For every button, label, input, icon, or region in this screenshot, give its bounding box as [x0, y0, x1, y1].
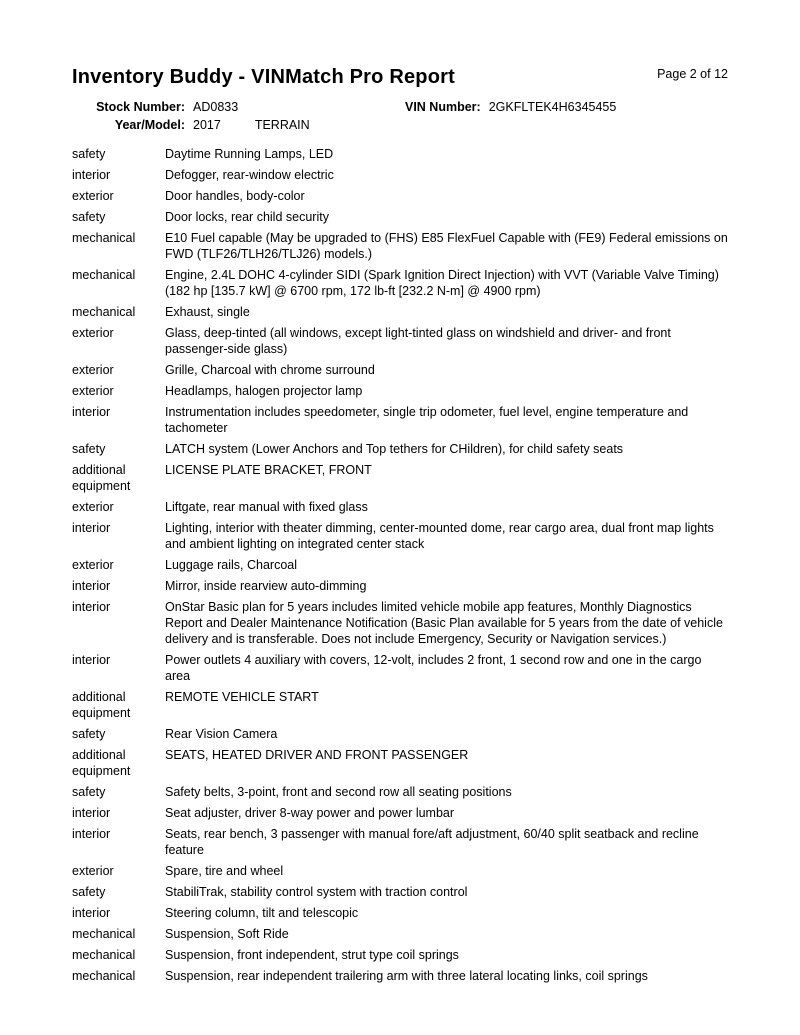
vin-number-label: VIN Number:	[405, 100, 481, 114]
feature-row	[72, 362, 728, 378]
feature-description: Suspension, rear independent trailering arm with three lateral locating links, coil springs	[165, 969, 648, 983]
meta-row-year-model	[72, 116, 728, 134]
feature-description: Glass, deep-tinted (all windows, except light-tinted glass on windshield and driver- and front passenger-side glass)	[165, 326, 671, 356]
feature-description: Power outlets 4 auxiliary with covers, 12-volt, includes 2 front, 1 second row and one in the cargo area	[165, 653, 702, 683]
feature-category: interior	[72, 405, 111, 419]
year-model-label: Year/Model:	[114, 118, 185, 132]
feature-description: LICENSE PLATE BRACKET, FRONT	[165, 463, 372, 477]
report-header	[72, 66, 728, 89]
feature-description: Exhaust, single	[165, 305, 250, 319]
feature-category: interior	[72, 653, 111, 667]
feature-row	[72, 805, 728, 821]
stock-number-value: AD0833	[193, 100, 239, 114]
feature-description: Instrumentation includes speedometer, single trip odometer, fuel level, engine temperature and tachometer	[165, 405, 689, 435]
feature-description: Rear Vision Camera	[165, 727, 278, 741]
meta-row-stock	[72, 98, 728, 116]
feature-row	[72, 209, 728, 225]
stock-number-label: Stock Number:	[96, 100, 185, 114]
feature-row	[72, 441, 728, 457]
feature-category: additional equipment	[72, 690, 131, 720]
feature-row	[72, 520, 728, 552]
feature-row	[72, 726, 728, 742]
feature-row	[72, 784, 728, 800]
feature-description: Luggage rails, Charcoal	[165, 558, 298, 572]
feature-row	[72, 230, 728, 262]
feature-category: mechanical	[72, 948, 136, 962]
feature-row	[72, 188, 728, 204]
feature-row	[72, 325, 728, 357]
feature-description: Defogger, rear-window electric	[165, 168, 334, 182]
feature-row	[72, 499, 728, 515]
feature-description: OnStar Basic plan for 5 years includes limited vehicle mobile app features, Monthly Diagnostics Report and Dealer Maintenance Notification (Basic Plan available for 5 years from the date of vehicle delivery and is transferable. Does not include Emergency, Security or Navigation services.)	[165, 600, 723, 646]
feature-description: E10 Fuel capable (May be upgraded to (FHS) E85 FlexFuel Capable with (FE9) Federal emissions on FWD (TLF26/TLH26/TLJ26) models.)	[165, 231, 728, 261]
feature-row	[72, 863, 728, 879]
feature-description: Suspension, Soft Ride	[165, 927, 289, 941]
feature-category: safety	[72, 210, 106, 224]
feature-description: Safety belts, 3-point, front and second row all seating positions	[165, 785, 512, 799]
feature-row	[72, 304, 728, 320]
year-value: 2017	[193, 118, 221, 132]
feature-category: safety	[72, 785, 106, 799]
feature-description: Seats, rear bench, 3 passenger with manual fore/aft adjustment, 60/40 split seatback and recline feature	[165, 827, 699, 857]
feature-description: Headlamps, halogen projector lamp	[165, 384, 363, 398]
feature-description: LATCH system (Lower Anchors and Top tethers for CHildren), for child safety seats	[165, 442, 624, 456]
feature-description: Liftgate, rear manual with fixed glass	[165, 500, 368, 514]
page-title: Inventory Buddy - VINMatch Pro Report	[72, 66, 455, 88]
vehicle-meta	[72, 98, 728, 134]
feature-description: Engine, 2.4L DOHC 4-cylinder SIDI (Spark Ignition Direct Injection) with VVT (Variable Valve Timing) (182 hp [135.7 kW] @ 6700 rpm, 172 lb-ft [232.2 N-m] @ 4900 rpm)	[165, 268, 719, 298]
vin-pair	[405, 98, 616, 116]
feature-category: exterior	[72, 363, 114, 377]
page-number: Page 2 of 12	[657, 67, 728, 81]
feature-row	[72, 747, 728, 779]
feature-row	[72, 383, 728, 399]
feature-description: Grille, Charcoal with chrome surround	[165, 363, 375, 377]
feature-description: Spare, tire and wheel	[165, 864, 284, 878]
feature-row	[72, 968, 728, 984]
vin-number-value: 2GKFLTEK4H6345455	[488, 100, 617, 114]
feature-category: exterior	[72, 326, 114, 340]
feature-description: SEATS, HEATED DRIVER AND FRONT PASSENGER	[165, 748, 469, 762]
feature-row	[72, 557, 728, 573]
feature-category: interior	[72, 906, 111, 920]
feature-description: Steering column, tilt and telescopic	[165, 906, 359, 920]
feature-category: mechanical	[72, 268, 136, 282]
feature-description: REMOTE VEHICLE START	[165, 690, 319, 704]
feature-description: Daytime Running Lamps, LED	[165, 147, 334, 161]
feature-category: safety	[72, 147, 106, 161]
feature-category: additional equipment	[72, 748, 131, 778]
feature-category: interior	[72, 827, 111, 841]
feature-row	[72, 404, 728, 436]
feature-description: Lighting, interior with theater dimming, center-mounted dome, rear cargo area, dual front map lights and ambient lighting on integrated center stack	[165, 521, 714, 551]
feature-row	[72, 267, 728, 299]
feature-category: additional equipment	[72, 463, 131, 493]
feature-category: exterior	[72, 500, 114, 514]
feature-list	[72, 146, 728, 984]
feature-category: interior	[72, 521, 111, 535]
feature-row	[72, 652, 728, 684]
feature-row	[72, 462, 728, 494]
feature-category: safety	[72, 885, 106, 899]
feature-category: exterior	[72, 558, 114, 572]
feature-row	[72, 905, 728, 921]
feature-category: mechanical	[72, 231, 136, 245]
feature-description: StabiliTrak, stability control system with traction control	[165, 885, 468, 899]
feature-category: interior	[72, 168, 111, 182]
feature-category: interior	[72, 579, 111, 593]
feature-category: mechanical	[72, 927, 136, 941]
feature-row	[72, 599, 728, 647]
feature-category: mechanical	[72, 969, 136, 983]
feature-category: interior	[72, 806, 111, 820]
feature-row	[72, 884, 728, 900]
feature-description: Seat adjuster, driver 8-way power and power lumbar	[165, 806, 455, 820]
feature-row	[72, 146, 728, 162]
feature-category: exterior	[72, 864, 114, 878]
feature-row	[72, 947, 728, 963]
feature-category: safety	[72, 442, 106, 456]
feature-category: exterior	[72, 189, 114, 203]
feature-row	[72, 689, 728, 721]
feature-category: mechanical	[72, 305, 136, 319]
feature-row	[72, 578, 728, 594]
feature-row	[72, 926, 728, 942]
feature-row	[72, 826, 728, 858]
feature-category: exterior	[72, 384, 114, 398]
feature-row	[72, 167, 728, 183]
feature-description: Door handles, body-color	[165, 189, 305, 203]
feature-description: Door locks, rear child security	[165, 210, 329, 224]
feature-description: Suspension, front independent, strut type coil springs	[165, 948, 459, 962]
feature-category: safety	[72, 727, 106, 741]
model-value: TERRAIN	[254, 118, 310, 132]
feature-category: interior	[72, 600, 111, 614]
feature-description: Mirror, inside rearview auto-dimming	[165, 579, 367, 593]
